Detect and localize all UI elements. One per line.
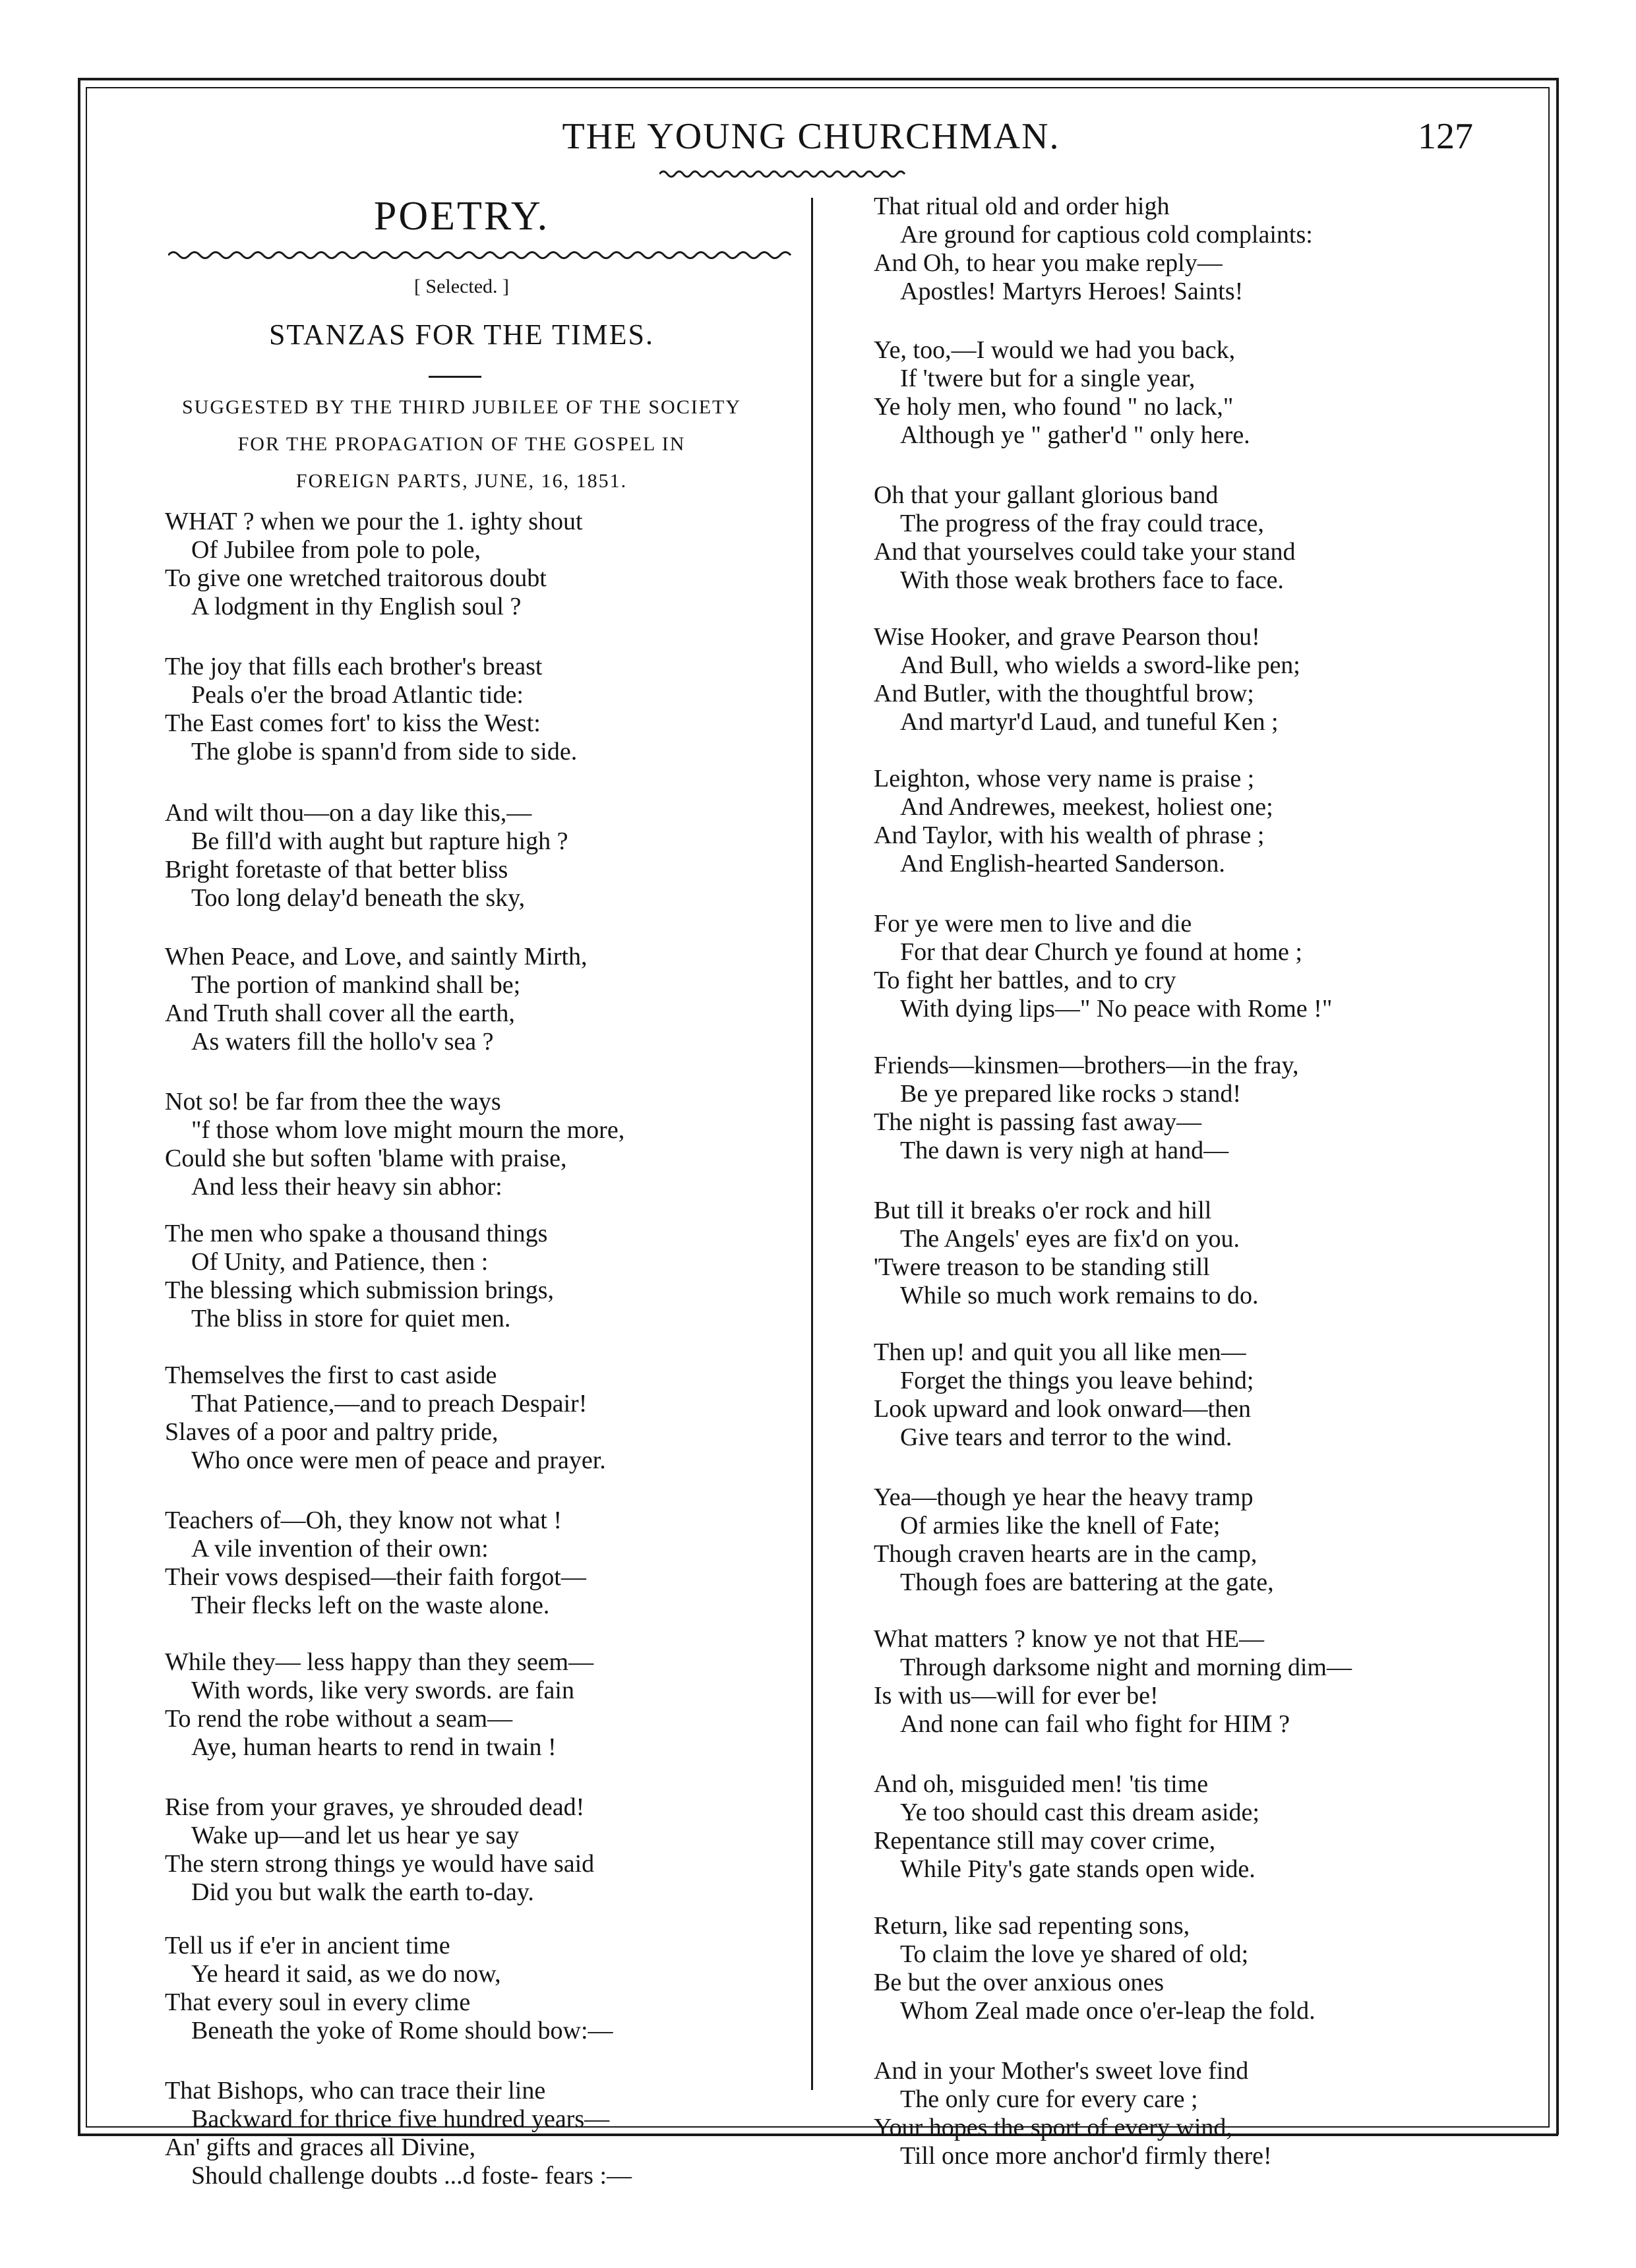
verse-line: The globe is spann'd from side to side. xyxy=(191,738,578,765)
verse-line: "f those whom love might mourn the more, xyxy=(191,1116,625,1144)
verse-line: That every soul in every clime xyxy=(165,1988,471,2016)
verse-line: Till once more anchor'd firmly there! xyxy=(900,2142,1272,2170)
verse-line: Should challenge doubts ...d foste- fears :— xyxy=(191,2162,632,2190)
border-right-inner xyxy=(1548,87,1550,2128)
page-number: 127 xyxy=(1418,116,1473,157)
verse-line: And none can fail who fight for HIM ? xyxy=(900,1710,1290,1738)
verse-line: The night is passing fast away— xyxy=(874,1108,1202,1136)
verse-line: Through darksome night and morning dim— xyxy=(900,1654,1352,1681)
verse-line: And that yourselves could take your stand xyxy=(874,538,1296,566)
verse-line: That Bishops, who can trace their line xyxy=(165,2077,546,2104)
verse-line: To give one wretched traitorous doubt xyxy=(165,564,547,592)
stanza xyxy=(874,1770,1259,1884)
verse-line: The blessing which submission brings, xyxy=(165,1276,555,1304)
verse-line: Though foes are battering at the gate, xyxy=(900,1568,1274,1596)
verse-line: With those weak brothers face to face. xyxy=(900,566,1284,594)
stanza xyxy=(874,1912,1316,2025)
verse-line: That ritual old and order high xyxy=(874,193,1170,220)
verse-line: If 'twere but for a single year, xyxy=(900,365,1196,392)
verse-line: Beneath the yoke of Rome should bow:— xyxy=(191,2017,613,2044)
header-wavy-rule xyxy=(659,169,910,179)
verse-line: The portion of mankind shall be; xyxy=(191,971,521,999)
verse-line: The stern strong things ye would have said xyxy=(165,1850,595,1878)
verse-line: A lodgment in thy English soul ? xyxy=(191,593,522,620)
verse-line: Look upward and look onward—then xyxy=(874,1395,1251,1423)
verse-line: An' gifts and graces all Divine, xyxy=(165,2134,476,2161)
verse-line: And Taylor, with his wealth of phrase ; xyxy=(874,821,1265,849)
stanza xyxy=(874,765,1273,878)
verse-line: While Pity's gate stands open wide. xyxy=(900,1855,1256,1883)
verse-line: Yea—though ye hear the heavy tramp xyxy=(874,1483,1254,1511)
verse-line: When Peace, and Love, and saintly Mirth, xyxy=(165,943,588,970)
verse-line: Although ye " gather'd " only here. xyxy=(900,421,1250,449)
verse-line: For ye were men to live and die xyxy=(874,910,1192,938)
verse-line: Friends—kinsmen—brothers—in the fray, xyxy=(874,1052,1299,1079)
verse-line: To rend the robe without a seam— xyxy=(165,1705,513,1733)
verse-line: Slaves of a poor and paltry pride, xyxy=(165,1418,499,1446)
page-header-title: THE YOUNG CHURCHMAN. xyxy=(562,116,1060,157)
verse-line: Not so! be far from thee the ways xyxy=(165,1088,501,1116)
verse-line: Of Unity, and Patience, then : xyxy=(191,1248,489,1276)
stanza xyxy=(165,653,577,766)
verse-line: And Truth shall cover all the earth, xyxy=(165,1000,515,1027)
stanza xyxy=(874,623,1300,736)
poem-title: STANZAS FOR THE TIMES. xyxy=(268,318,655,351)
stanza xyxy=(165,1220,554,1333)
verse-line: And oh, misguided men! 'tis time xyxy=(874,1770,1209,1798)
verse-line: And less their heavy sin abhor: xyxy=(191,1173,502,1201)
verse-line: Forget the things you leave behind; xyxy=(900,1367,1254,1394)
border-top-inner xyxy=(86,87,1550,88)
subtitle-line: FOR THE PROPAGATION OF THE GOSPEL IN xyxy=(237,433,686,455)
stanza xyxy=(165,1361,606,1475)
verse-line: Too long delay'd beneath the sky, xyxy=(191,884,526,912)
stanza xyxy=(874,336,1250,450)
verse-line: With words, like very swords. are fain xyxy=(191,1677,574,1704)
verse-line: Ye holy men, who found " no lack," xyxy=(874,393,1234,421)
verse-line: Bright foretaste of that better bliss xyxy=(165,856,508,883)
border-left-outer xyxy=(78,78,80,2135)
verse-line: Aye, human hearts to rend in twain ! xyxy=(191,1733,557,1761)
verse-line: Peals o'er the broad Atlantic tide: xyxy=(191,681,524,709)
subtitle-line: FOREIGN PARTS, JUNE, 16, 1851. xyxy=(295,470,628,492)
verse-line: Then up! and quit you all like men— xyxy=(874,1338,1246,1366)
verse-line: Give tears and terror to the wind. xyxy=(900,1423,1232,1451)
verse-line: Be fill'd with aught but rapture high ? xyxy=(191,827,568,855)
verse-line: The dawn is very nigh at hand— xyxy=(900,1137,1229,1164)
verse-line: Their vows despised—their faith forgot— xyxy=(165,1563,586,1591)
verse-line: And Bull, who wields a sword-like pen; xyxy=(900,651,1300,679)
border-left-inner xyxy=(86,87,87,2128)
stanza xyxy=(874,1052,1298,1165)
verse-line: Apostles! Martyrs Heroes! Saints! xyxy=(900,278,1244,305)
verse-line: And Oh, to hear you make reply— xyxy=(874,249,1223,277)
verse-line: Is with us—will for ever be! xyxy=(874,1682,1159,1710)
stanza xyxy=(165,2077,632,2190)
verse-line: While they— less happy than they seem— xyxy=(165,1648,594,1676)
verse-line: Repentance still may cover crime, xyxy=(874,1827,1216,1855)
stanza xyxy=(165,1793,594,1907)
stanza xyxy=(874,910,1332,1023)
stanza xyxy=(165,799,568,912)
verse-line: Wise Hooker, and grave Pearson thou! xyxy=(874,623,1260,651)
verse-line: Ye heard it said, as we do now, xyxy=(191,1960,501,1988)
verse-line: And Butler, with the thoughtful brow; xyxy=(874,680,1254,707)
verse-line: The Angels' eyes are fix'd on you. xyxy=(900,1225,1240,1253)
verse-line: Though craven hearts are in the camp, xyxy=(874,1540,1257,1568)
verse-line: As waters fill the hollo'v sea ? xyxy=(191,1028,494,1056)
verse-line: Your hopes the sport of every wind, xyxy=(874,2114,1232,2141)
verse-line: For that dear Church ye found at home ; xyxy=(900,938,1302,966)
verse-line: Wake up—and let us hear ye say xyxy=(191,1822,520,1849)
verse-line: And in your Mother's sweet love find xyxy=(874,2057,1249,2085)
verse-line: 'Twere treason to be standing still xyxy=(874,1253,1210,1281)
verse-line: A vile invention of their own: xyxy=(191,1535,489,1563)
verse-line: Of Jubilee from pole to pole, xyxy=(191,536,481,564)
subtitle-line: SUGGESTED BY THE THIRD JUBILEE OF THE SOCIETY xyxy=(181,396,742,418)
verse-line: And wilt thou—on a day like this,— xyxy=(165,799,532,827)
verse-line: What matters ? know ye not that HE— xyxy=(874,1625,1265,1653)
verse-line: Backward for thrice five hundred years— xyxy=(191,2105,610,2133)
verse-line: The progress of the fray could trace, xyxy=(900,510,1264,537)
verse-line: And English-hearted Sanderson. xyxy=(900,850,1225,878)
verse-line: Did you but walk the earth to-day. xyxy=(191,1878,534,1906)
stanza xyxy=(874,1625,1352,1739)
title-short-rule xyxy=(429,376,481,378)
verse-line: WHAT ? when we pour the 1. ighty shout xyxy=(165,508,583,535)
verse-line: Leighton, whose very name is praise ; xyxy=(874,765,1255,792)
verse-line: With dying lips—" No peace with Rome !" xyxy=(900,995,1333,1023)
verse-line: Teachers of—Oh, they know not what ! xyxy=(165,1507,562,1534)
stanza xyxy=(874,481,1296,595)
stanza xyxy=(874,193,1313,306)
verse-line: The East comes fort' to kiss the West: xyxy=(165,709,541,737)
stanza xyxy=(165,1932,613,2045)
verse-line: That Patience,—and to preach Despair! xyxy=(191,1390,588,1418)
verse-line: Who once were men of peace and prayer. xyxy=(191,1447,606,1474)
border-right-outer xyxy=(1556,78,1559,2135)
stanza xyxy=(874,2057,1272,2170)
verse-line: The bliss in store for quiet men. xyxy=(191,1305,511,1332)
verse-line: The men who spake a thousand things xyxy=(165,1220,548,1247)
verse-line: Ye too should cast this dream aside; xyxy=(900,1799,1259,1826)
verse-line: Be but the over anxious ones xyxy=(874,1969,1165,1996)
stanza xyxy=(165,1648,593,1762)
selected-label: [ Selected. ] xyxy=(413,276,510,297)
verse-line: Be ye prepared like rocks ɔ stand! xyxy=(900,1080,1242,1108)
verse-line: To claim the love ye shared of old; xyxy=(900,1940,1249,1968)
verse-line: Return, like sad repenting sons, xyxy=(874,1912,1190,1940)
verse-line: Oh that your gallant glorious band xyxy=(874,481,1219,509)
verse-line: Ye, too,—I would we had you back, xyxy=(874,336,1236,364)
section-heading: POETRY. xyxy=(373,194,550,239)
verse-line: Are ground for captious cold complaints: xyxy=(900,221,1313,249)
stanza xyxy=(165,1088,624,1201)
verse-line: While so much work remains to do. xyxy=(900,1282,1259,1309)
border-top-outer xyxy=(78,78,1558,80)
stanza xyxy=(874,1483,1274,1597)
stanza xyxy=(165,1507,586,1620)
verse-line: To fight her battles, and to cry xyxy=(874,967,1176,994)
stanza xyxy=(874,1197,1259,1310)
verse-line: But till it breaks o'er rock and hill xyxy=(874,1197,1212,1224)
verse-line: And martyr'd Laud, and tuneful Ken ; xyxy=(900,708,1279,736)
stanza xyxy=(165,943,588,1056)
section-wavy-rule xyxy=(168,249,795,261)
verse-line: Could she but soften 'blame with praise, xyxy=(165,1145,567,1172)
stanza xyxy=(874,1338,1254,1452)
verse-line: The joy that fills each brother's breast xyxy=(165,653,543,680)
verse-line: And Andrewes, meekest, holiest one; xyxy=(900,793,1273,821)
verse-line: Of armies like the knell of Fate; xyxy=(900,1512,1221,1539)
verse-line: The only cure for every care ; xyxy=(900,2085,1198,2113)
verse-line: Themselves the first to cast aside xyxy=(165,1361,497,1389)
poem-subtitle xyxy=(109,389,814,500)
verse-line: Rise from your graves, ye shrouded dead! xyxy=(165,1793,585,1821)
verse-line: Tell us if e'er in ancient time xyxy=(165,1932,450,1959)
verse-line: Their flecks left on the waste alone. xyxy=(191,1592,550,1619)
verse-line: Whom Zeal made once o'er-leap the fold. xyxy=(900,1997,1316,2025)
stanza xyxy=(165,508,583,621)
